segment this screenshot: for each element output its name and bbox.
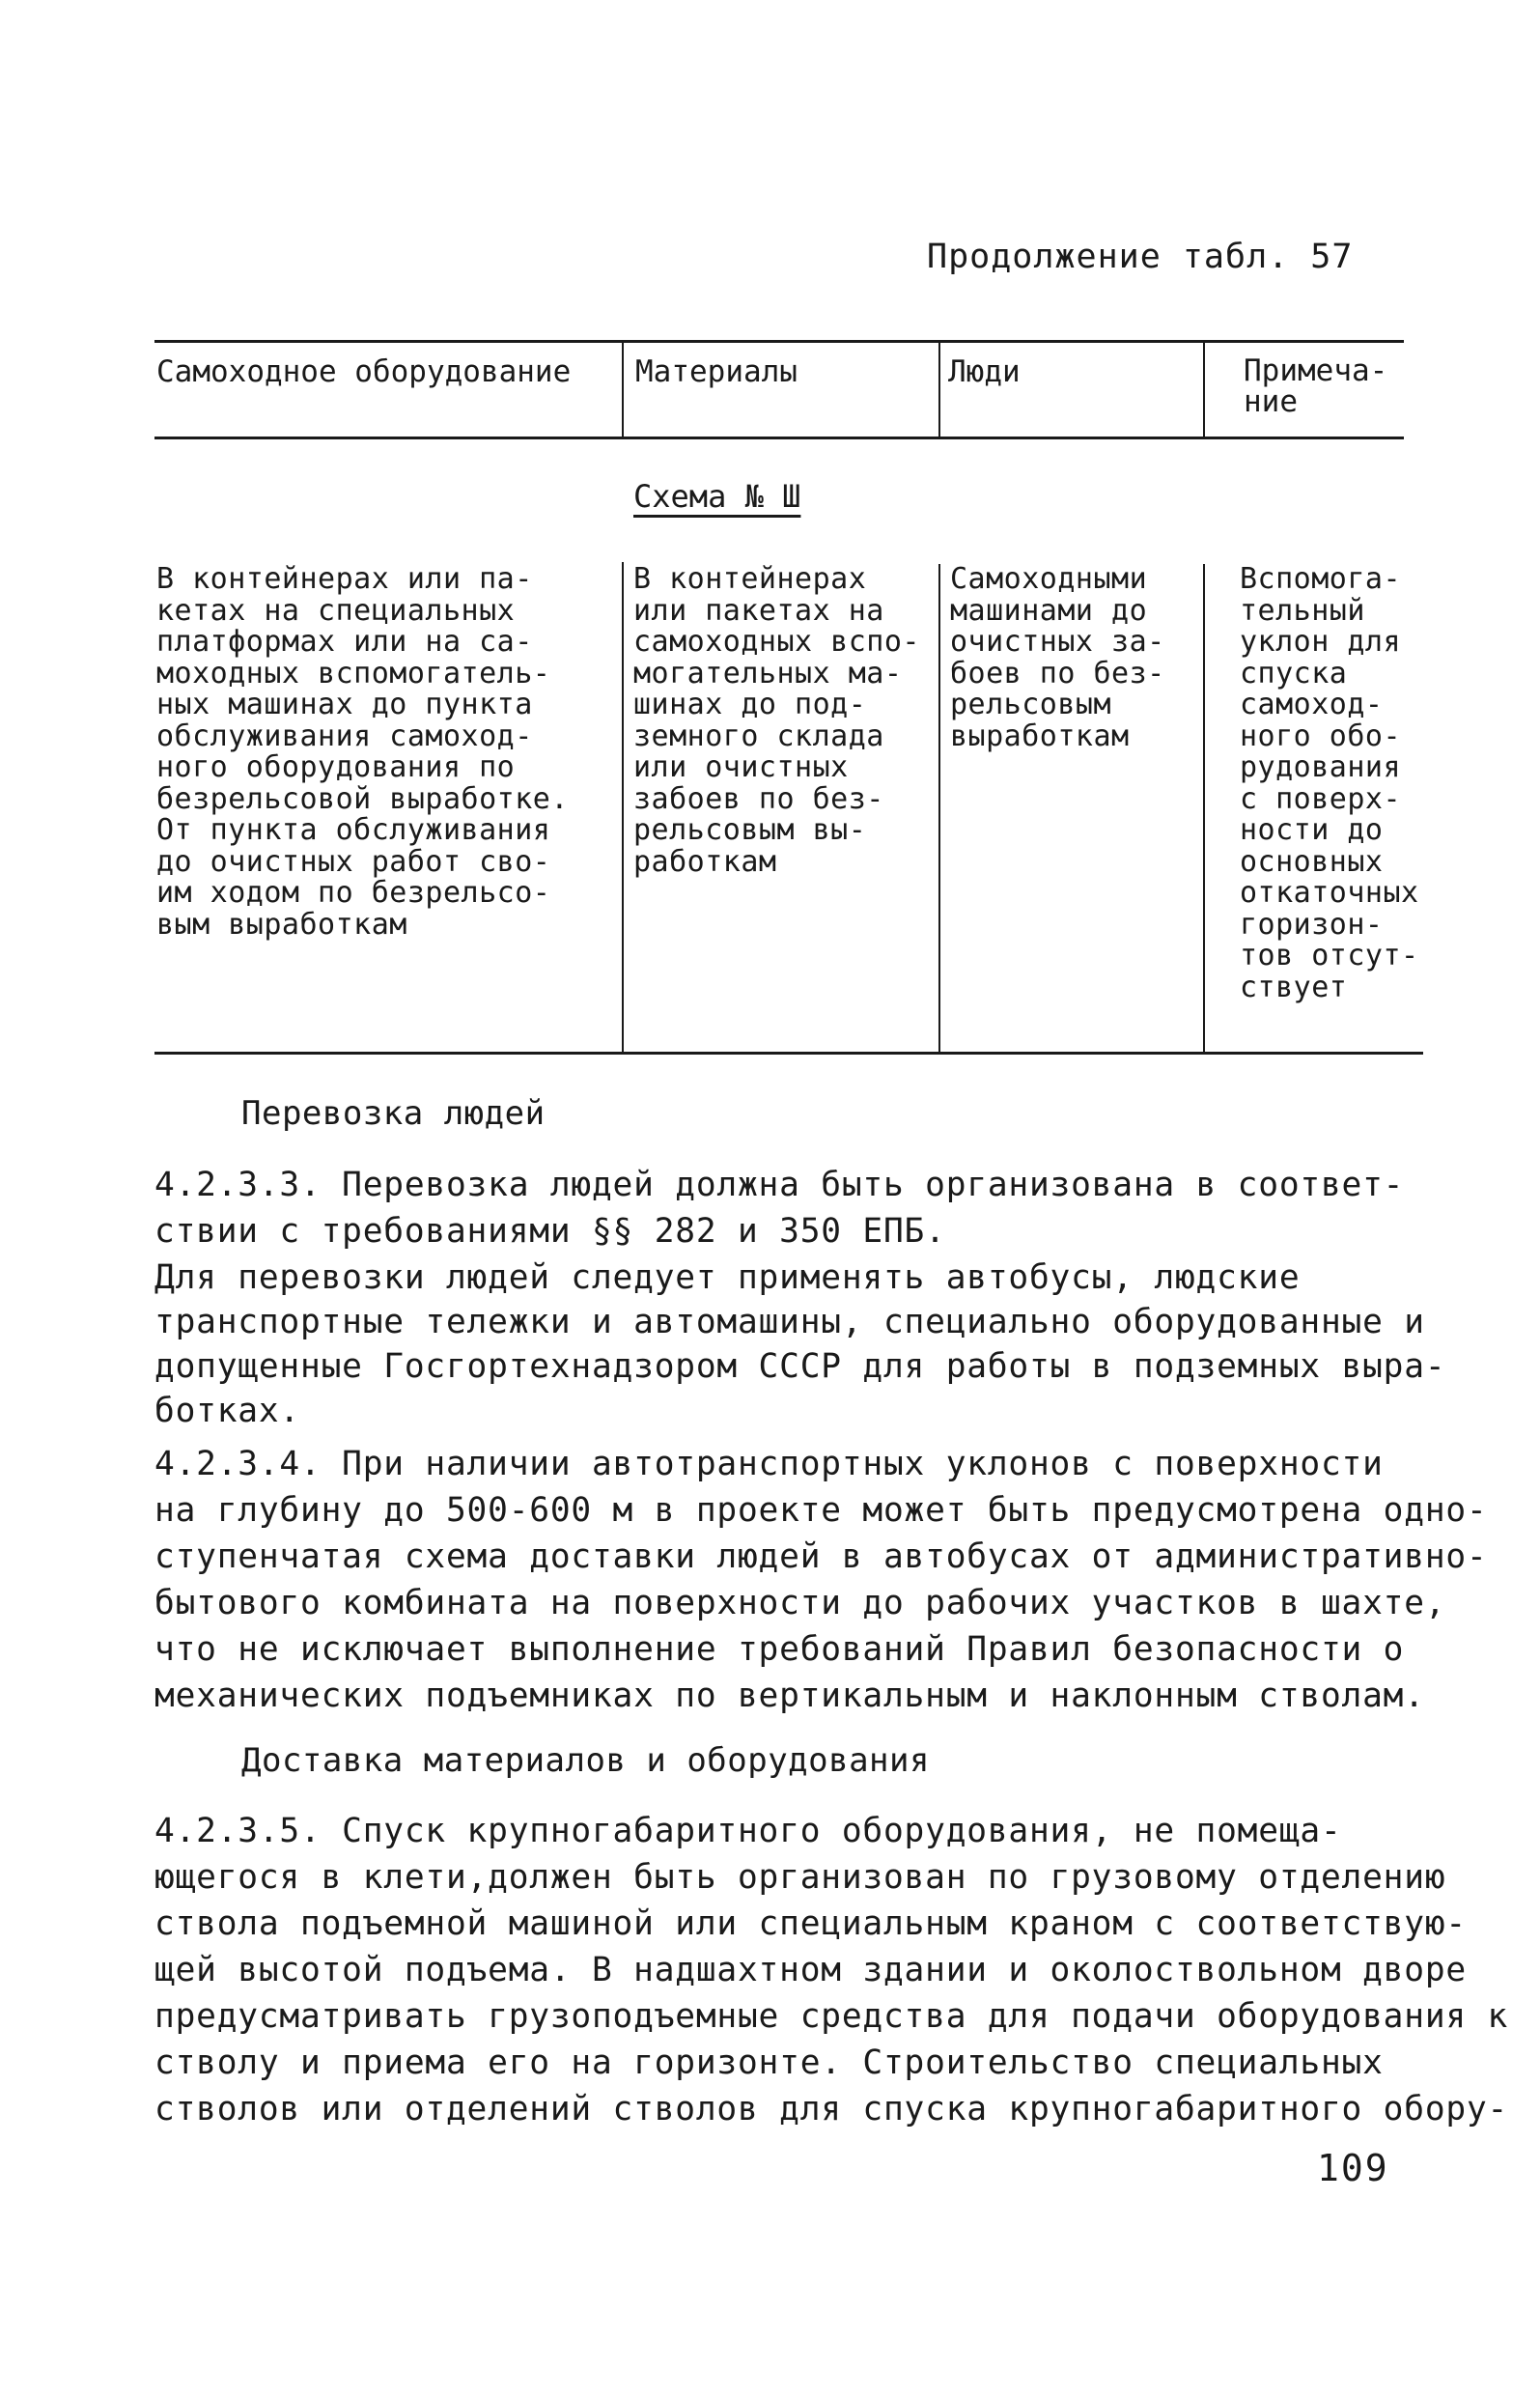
- section-heading-people-transport: Перевозка людей: [241, 1094, 546, 1133]
- section-heading-materials-delivery: Доставка материалов и оборудования: [241, 1741, 930, 1780]
- table-top-border: [154, 340, 1404, 343]
- column-header-equipment: Самоходное оборудование: [156, 354, 572, 389]
- table-cell-equipment: В контейнерах или па- кетах на специальных платформах или на са- моходных вспомогатель- ных машинах до пункта обслуживания самоход- ного оборудования по безрельсовой выработке. От пункта обслуживания до очистных работ сво- им ходом по безрельсо- вым выработкам: [156, 562, 569, 942]
- paragraph-4-2-3-5: 4.2.3.5. Спуск крупногабаритного оборудования, не помеща- ющегося в клети,должен быть организован по грузовому отделению ствола подъемной машиной или специальным краном с соответствую- щей высотой подъема. В надшахтном здании и околоствольном дворе предусматривать грузоподъемные средства для подачи оборудования к стволу и приема его на горизонте. Строительство специальных стволов или отделений стволов для спуска крупногабаритного обору-: [154, 1812, 1509, 2128]
- table-body-divider-1: [622, 562, 624, 1053]
- table-bottom-border: [154, 1052, 1423, 1055]
- paragraph-transport-means: Для перевозки людей следует применять автобусы, людские транспортные тележки и автомашины, специально оборудованные и допущенные Госгортехнадзором СССР для работы в подземных выра- ботках.: [154, 1258, 1446, 1430]
- column-header-people: Люди: [948, 354, 1021, 389]
- column-header-note: Примеча- ние: [1244, 353, 1388, 419]
- paragraph-4-2-3-3: 4.2.3.3. Перевозка людей должна быть организована в соответ- ствии с требованиями §§ 282 и 350 ЕПБ.: [154, 1166, 1405, 1251]
- table-header-bottom-border: [154, 437, 1404, 439]
- table-header-divider-1: [622, 340, 624, 438]
- table-header-divider-3: [1203, 340, 1205, 438]
- table-body-divider-2: [938, 564, 940, 1053]
- table-cell-materials: В контейнерах или пакетах на самоходных вспо- могательных ма- шинах до под- земного склада или очистных забоев по без- рельсовым вы- работкам: [633, 562, 920, 879]
- table-cell-people: Самоходными машинами до очистных за- боев по без- рельсовым выработкам: [950, 562, 1165, 753]
- paragraph-4-2-3-4: 4.2.3.4. При наличии автотранспортных уклонов с поверхности на глубину до 500-600 м в проекте может быть предусмотрена одно- ступенчатая схема доставки людей в автобусах от административно- бытового комбината на поверхности до рабочих участков в шахте, что не исключает выполнение требований Правил безопасности о механических подъемниках по вертикальным и наклонным стволам.: [154, 1445, 1488, 1715]
- table-body-divider-3: [1203, 564, 1205, 1053]
- table-header-divider-2: [938, 340, 940, 438]
- table-continuation-label: Продолжение табл. 57: [927, 238, 1354, 276]
- schema-label: Схема № Ш: [633, 478, 801, 515]
- column-header-materials: Материалы: [635, 354, 798, 389]
- table-cell-note: Вспомога- тельный уклон для спуска самоход- ного обо- рудования с поверх- ности до основных откаточных горизон- тов отсут- ствует: [1240, 562, 1419, 1004]
- page-number: 109: [1317, 2147, 1389, 2189]
